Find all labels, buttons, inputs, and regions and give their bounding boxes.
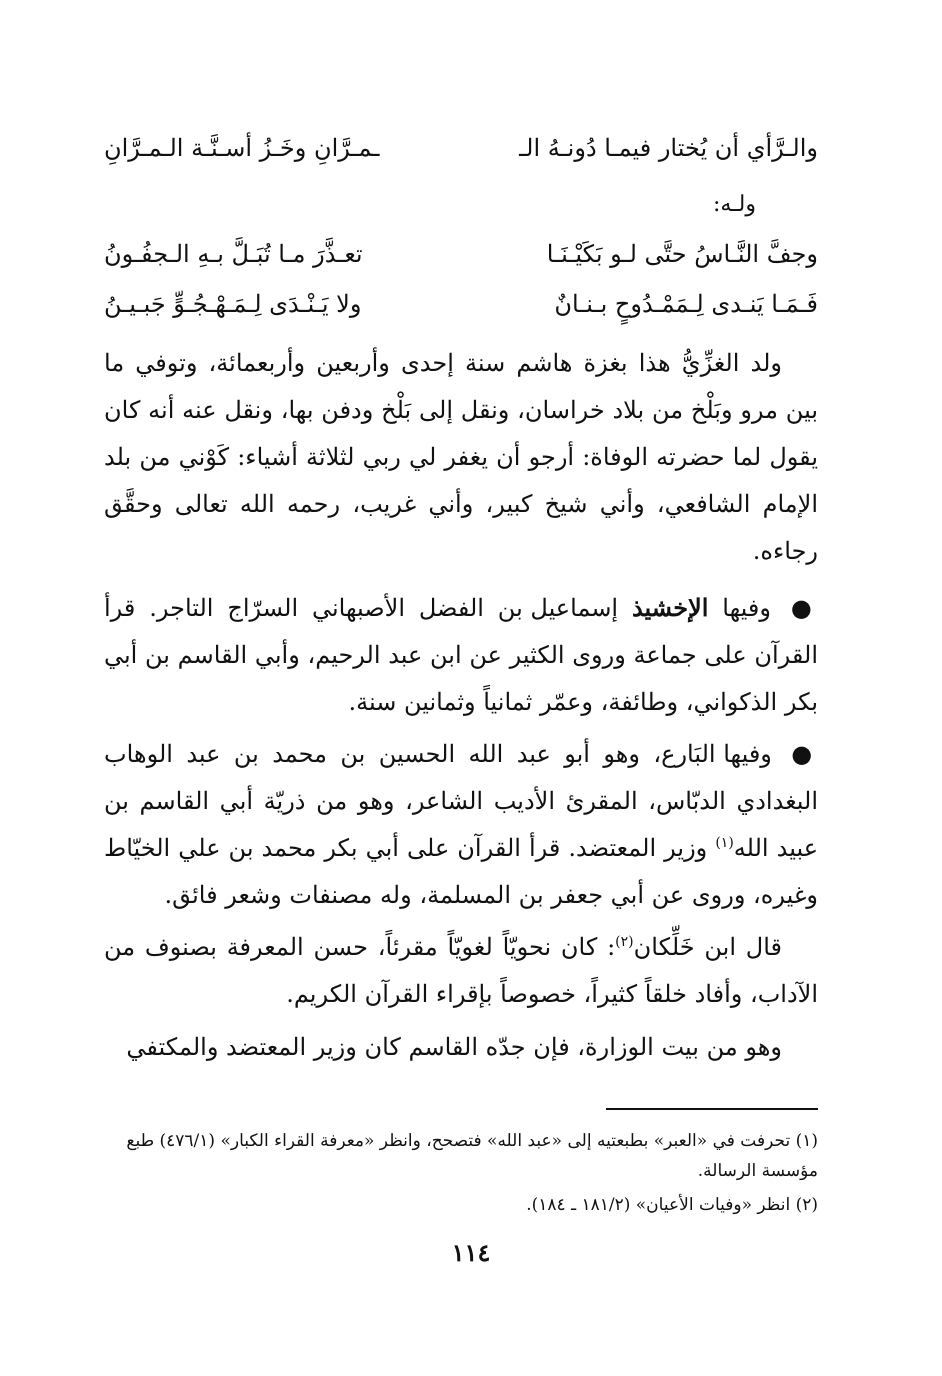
footnote-1: (١) تحرفت في «العبر» بطبعتيه إلى «عبد الله» فتصحح، وانظر «معرفة القراء الكبار» (٤٧٦/١) طبع مؤسسة الرسالة.	[126, 1131, 818, 1181]
verse-top-first-hemistich: والـرَّأي أن يُختار فيمـا دُونـهُ الـ	[519, 134, 818, 162]
verse-2-second-hemistich: ولا يَـنْـدَى لِـمَـهْـجُـوٍّ جَبـيـنُ	[104, 290, 362, 318]
paragraph-wizara-note: وهو من بيت الوزارة، فإن جدّه القاسم كان وزير المعتضد والمكتفي	[126, 1033, 782, 1061]
verse-1-first-hemistich: وجفَّ النَّـاسُ حتَّى لـو بَكَيْـنَـا	[546, 240, 818, 268]
bullet-icon: ●	[790, 593, 818, 622]
verse-top-second-hemistich: ـمـرَّانِ وخَـزُ أسـنَّـة الـمـرَّانِ	[104, 134, 380, 162]
paragraph-bari-entry	[104, 730, 818, 919]
verse-1-second-hemistich: تعـذَّرَ مـا تُبَـلَّ بـهِ الـجفُـونُ	[104, 240, 363, 268]
footnote-2: (٢) انظر «وفيات الأعيان» (١٨١/٢ ـ ١٨٤).	[526, 1195, 818, 1215]
paragraph-ibn-khallikan-quote	[104, 924, 818, 1018]
paragraph-ikhshidh-entry	[104, 584, 818, 726]
bullet-icon: ●	[791, 739, 818, 768]
verse-1	[104, 234, 818, 274]
page-number: ١١٤	[451, 1238, 491, 1267]
entry-text-part-2: وزير المعتضد. قرأ القرآن على أبي بكر محمد بن علي الخيّاط وغيره، وروى عن أبي جعفر بن المسلمة، وله مصنفات وشعر فائق.	[104, 834, 818, 909]
quote-intro: قال ابن خَلِّكان	[633, 933, 782, 961]
entry-text-part-1: وفيها البَارع، وهو أبو عبد الله الحسين بن محمد بن عبد الوهاب البغدادي الدبّاس، المقرئ الأديب الشاعر، وهو من ذريّة أبي القاسم بن عبيد الله	[104, 740, 819, 862]
footnote-ref-2[interactable]: (٢)	[615, 934, 634, 950]
footnote-ref-1[interactable]: (١)	[715, 835, 734, 851]
entry-lead: وفيها	[722, 594, 771, 622]
entry-text: إسماعيل بن الفضل الأصبهاني السرّاج التاجر. قرأ القرآن على جماعة وروى الكثير عن ابن عبد الرحيم، وأبي القاسم بن أبي بكر الذكواني، وطائفة، وعمّر ثمانياً وثمانين سنة.	[104, 594, 818, 716]
paragraph-ghazzi-biography: ولد الغزِّيُّ هذا بغزة هاشم سنة إحدى وأربعين وأربعمائة، وتوفي ما بين مرو وبَلْخ من بلاد خراسان، ونقل إلى بَلْخ ودفن بها، ونقل عنه أنه كان يقول لما حضرته الوفاة: أرجو أن يغفر لي ربي لثلاثة أشياء: كَوْني من بلد الإمام الشافعي، وأني شيخ كبير، وأني غريب، رحمه الله تعالى وحقَّق رجاءه.	[104, 349, 819, 565]
verse-top	[104, 128, 818, 168]
verse-2-first-hemistich: فَـمَـا يَنـدى لِـمَمْـدُوحٍ بـنـانٌ	[554, 290, 818, 318]
quote-text: : كان نحويّاً لغويّاً مقرئاً، حسن المعرفة بصنوف من الآداب، وأفاد خلقاً كثيراً، خصوصاً بإقراء القرآن الكريم.	[104, 933, 818, 1008]
entry-name: الإخشيذ	[631, 593, 709, 622]
verse-2	[104, 284, 818, 324]
poem-intro-label: ولـه:	[713, 192, 756, 217]
footnote-divider	[606, 1108, 818, 1110]
